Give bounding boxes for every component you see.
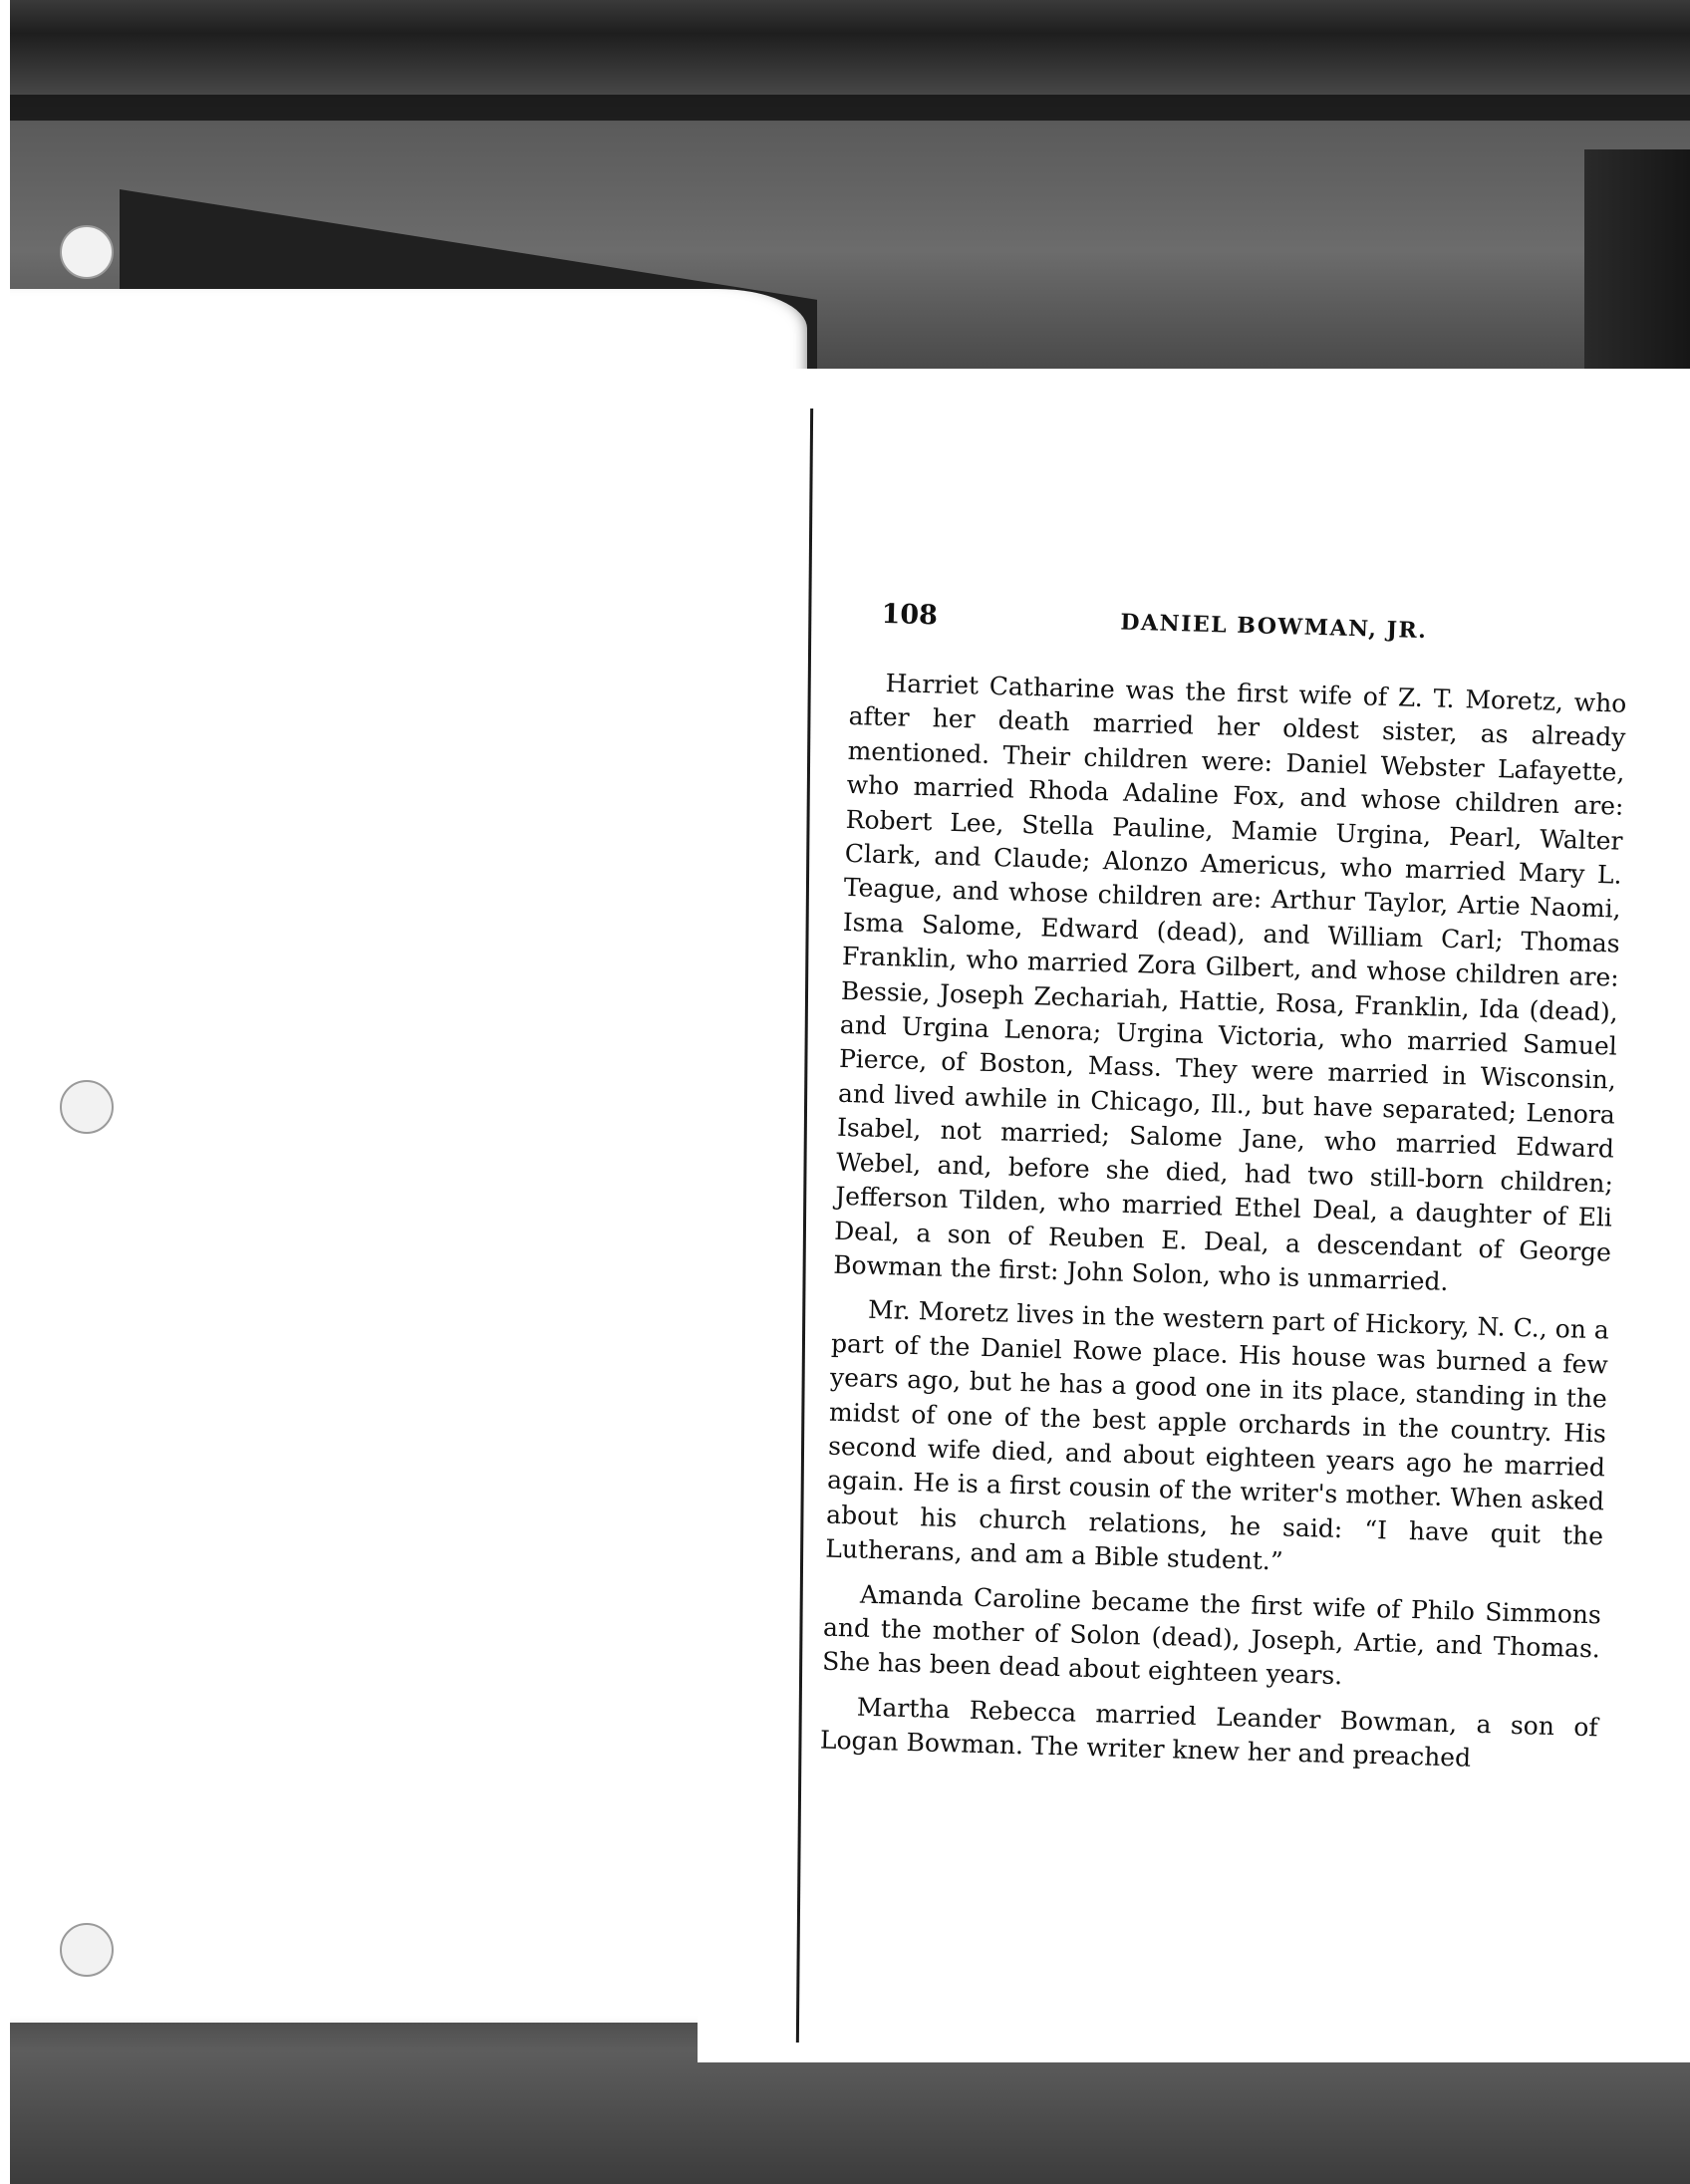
binder-hole-top bbox=[60, 225, 114, 279]
paragraph-martha-rebecca: Martha Rebecca married Leander Bowman, a son of Logan Bowman. The writer knew her and preached bbox=[819, 1692, 1599, 1773]
paragraph-harriet-catharine: Harriet Catharine was the first wife of Z. T. Moretz, who after her death married her oldest sister, as already mentioned. Their children were: Daniel Webster Lafayette, who married Rhoda Adaline Fox, and whose children are: Robert Lee, Stella Pauline, Mamie Urgina, Pearl, Walter Clark, and Claude; Alonzo Americus, who married Mary L. Teague, and whose children are: Arthur Taylor, Artie Naomi, Isma Salome, Edward (dead), and William Carl; Thomas Franklin, who married Zora Gilbert, and whose children are: Bessie, Joseph Zechariah, Hattie, Rosa, Franklin, Ida (dead), and Urgina Lenora; Urgina Victoria, who married Samuel Pierce, of Boston, Mass. They were married in Wisconsin, and lived awhile in Chicago, Ill., but have separated; Lenora Isabel, not married; Salome Jane, who married Edward Webel, and, before she died, had two still-born children; Jefferson Tilden, who married Ethel Deal, a daughter of Eli Deal, a son of Reuben E. Deal, a descendant of George Bowman the first: John Solon, who is unmarried. bbox=[832, 668, 1627, 1296]
dark-shelf-band bbox=[10, 95, 1690, 121]
text-column bbox=[819, 598, 1628, 1789]
binder-hole-middle bbox=[60, 1080, 114, 1134]
left-blank-page bbox=[10, 289, 807, 2023]
page-number: 108 bbox=[881, 598, 939, 632]
binder-hole-bottom bbox=[60, 1923, 114, 1977]
paragraph-mr-moretz: Mr. Moretz lives in the western part of Hickory, N. C., on a part of the Daniel Rowe place. His house was burned a few years ago, but he has a good one in its place, standing in the midst of one of the best apple orchards in the country. His second wife died, and about eighteen years ago he married again. He is a first cousin of the writer's mother. When asked about his church relations, he said: “I have quit the Lutherans, and am a Bible student.” bbox=[824, 1295, 1610, 1576]
running-title: DANIEL BOWMAN, JR. bbox=[1120, 609, 1428, 645]
paragraph-amanda-caroline: Amanda Caroline became the first wife of Philo Simmons and the mother of Solon (dead), Joseph, Artie, and Thomas. She has been dead about eighteen years. bbox=[821, 1579, 1602, 1691]
